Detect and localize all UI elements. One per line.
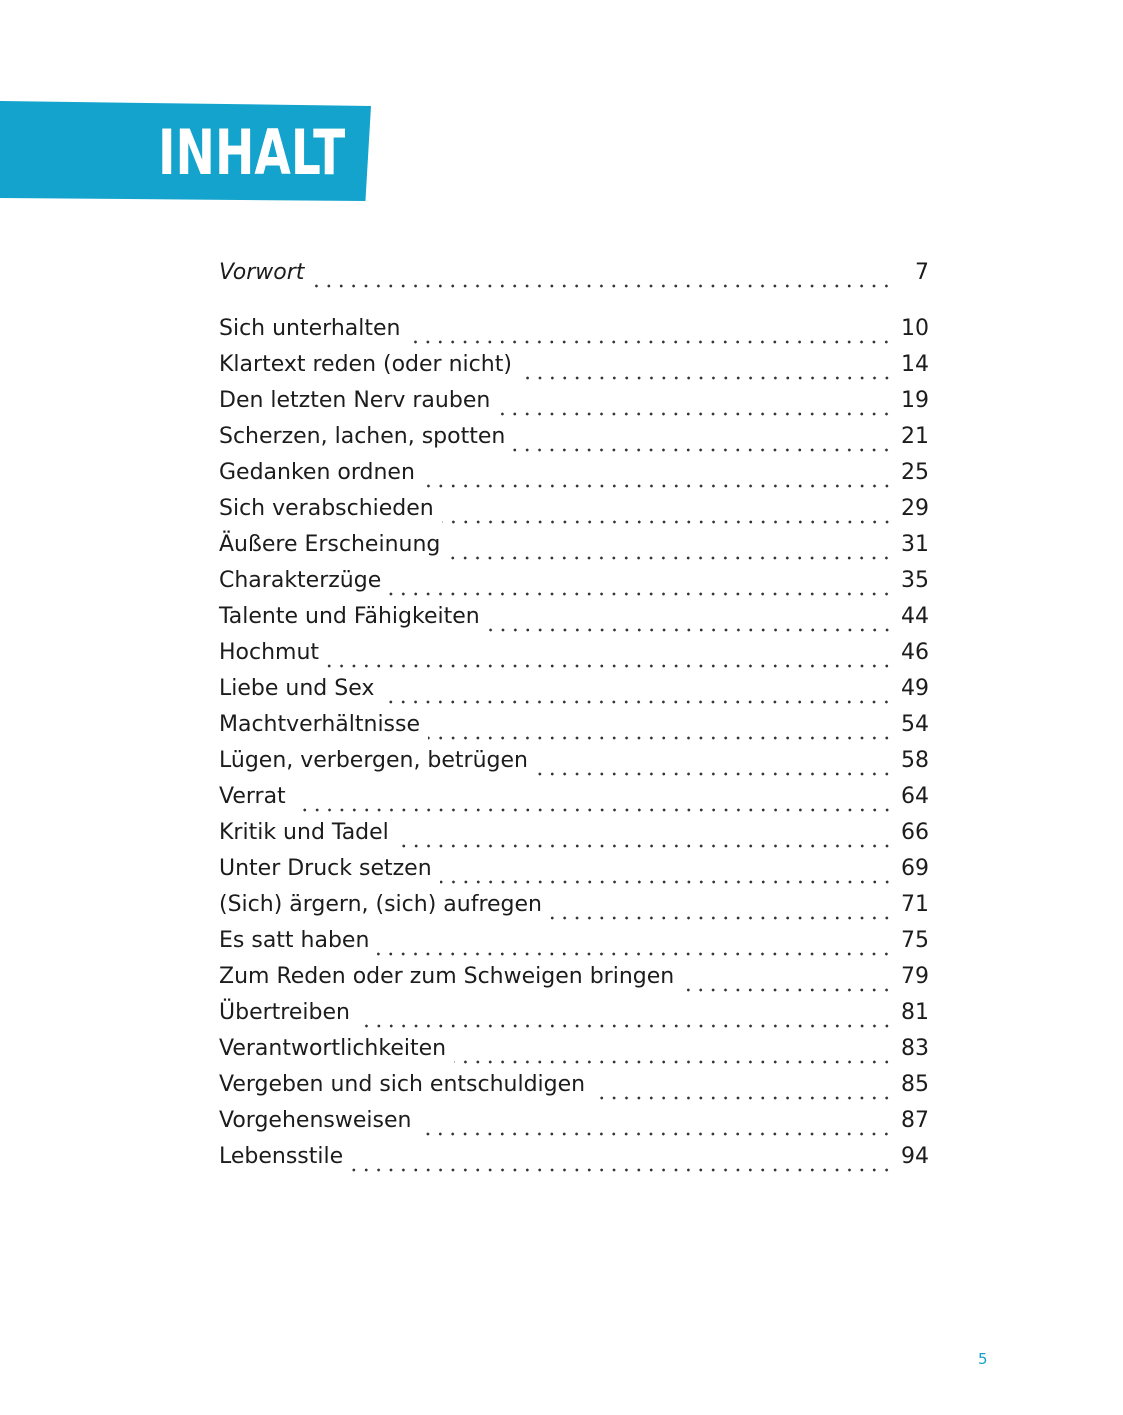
dot-leader (312, 267, 893, 289)
toc-entry-label: Gedanken ordnen (219, 460, 415, 485)
dot-leader (682, 971, 893, 993)
dot-leader (454, 1043, 893, 1065)
toc-entry-label: Vorwort (219, 260, 305, 285)
dot-leader (550, 899, 893, 921)
toc-entry-page: 71 (901, 892, 929, 917)
toc-entry-page: 44 (901, 604, 929, 629)
dot-leader (428, 719, 893, 741)
toc-entry-page: 29 (901, 496, 929, 521)
toc-entry-page: 35 (901, 568, 929, 593)
toc-entry-page: 21 (901, 424, 929, 449)
toc-entry-page: 94 (901, 1144, 929, 1169)
page-title: INHALT (158, 116, 346, 189)
toc-entry-page: 58 (901, 748, 929, 773)
dot-leader (397, 827, 893, 849)
dot-leader (442, 503, 893, 525)
toc-entry-label: Zum Reden oder zum Schweigen bringen (219, 964, 675, 989)
toc-entry-page: 85 (901, 1072, 929, 1097)
dot-leader (294, 791, 893, 813)
toc-entry-page: 64 (901, 784, 929, 809)
toc-entry-page: 19 (901, 388, 929, 413)
page-number: 5 (978, 1350, 988, 1368)
toc-entry[interactable] (219, 491, 929, 527)
toc-entry-label: Unter Druck setzen (219, 856, 432, 881)
toc-entry-label: Verantwortlichkeiten (219, 1036, 447, 1061)
toc-entry-label: Den letzten Nerv rauben (219, 388, 491, 413)
toc-entry[interactable] (219, 383, 929, 419)
toc-entry[interactable] (219, 563, 929, 599)
dot-leader (498, 395, 893, 417)
toc-entry-label: Liebe und Sex (219, 676, 375, 701)
dot-leader (440, 863, 893, 885)
toc-entry[interactable] (219, 455, 929, 491)
toc-entry[interactable] (219, 707, 929, 743)
dot-leader (520, 359, 893, 381)
dot-leader (327, 647, 893, 669)
toc-entry-label: Scherzen, lachen, spotten (219, 424, 506, 449)
toc-entry[interactable] (219, 743, 929, 779)
dot-leader (377, 935, 893, 957)
toc-entry-label: Machtverhältnisse (219, 712, 421, 737)
toc-entry[interactable] (219, 419, 929, 455)
toc-entry-page: 49 (901, 676, 929, 701)
toc-entry-label: Es satt haben (219, 928, 370, 953)
toc-entry-label: Verrat (219, 784, 286, 809)
dot-leader (593, 1079, 893, 1101)
toc-entry[interactable] (219, 779, 929, 815)
toc-entry[interactable] (219, 599, 929, 635)
dot-leader (358, 1007, 893, 1029)
toc-entry-label: Äußere Erscheinung (219, 532, 441, 557)
toc-entry-label: Hochmut (219, 640, 320, 665)
toc-entry[interactable] (219, 815, 929, 851)
toc-entry[interactable] (219, 671, 929, 707)
toc-entry-label: Lebensstile (219, 1144, 344, 1169)
toc-entry[interactable] (219, 347, 929, 383)
toc-entry-page: 81 (901, 1000, 929, 1025)
toc-entry-page: 54 (901, 712, 929, 737)
dot-leader (408, 323, 893, 345)
toc-entry[interactable] (219, 311, 929, 347)
toc-entry-label: Vorgehensweisen (219, 1108, 412, 1133)
dot-leader (448, 539, 893, 561)
dot-leader (419, 1115, 893, 1137)
dot-leader (389, 575, 893, 597)
toc-entry[interactable] (219, 1067, 929, 1103)
toc-entry-page: 69 (901, 856, 929, 881)
toc-entry-label: Lügen, verbergen, betrügen (219, 748, 528, 773)
toc-entry-label: Sich verabschieden (219, 496, 434, 521)
toc-entry-page: 87 (901, 1108, 929, 1133)
toc-entry-page: 66 (901, 820, 929, 845)
toc-entry[interactable] (219, 635, 929, 671)
toc-entry[interactable] (219, 995, 929, 1031)
toc-entry[interactable] (219, 527, 929, 563)
toc-entry-page: 25 (901, 460, 929, 485)
toc-entry[interactable] (219, 887, 929, 923)
dot-leader (536, 755, 893, 777)
toc-entry[interactable] (219, 1139, 929, 1175)
dot-leader (423, 467, 893, 489)
toc-entry[interactable] (219, 851, 929, 887)
toc-entry-label: Sich unterhalten (219, 316, 401, 341)
dot-leader (351, 1151, 893, 1173)
toc-entry[interactable] (219, 1031, 929, 1067)
dot-leader (382, 683, 893, 705)
dot-leader (488, 611, 893, 633)
toc-entry-page: 31 (901, 532, 929, 557)
toc-entry-page: 14 (901, 352, 929, 377)
toc-entry-page: 75 (901, 928, 929, 953)
toc-entry[interactable] (219, 923, 929, 959)
toc-entry-label: Vergeben und sich entschuldigen (219, 1072, 586, 1097)
toc-entry-label: Charakterzüge (219, 568, 382, 593)
toc-entry-page: 10 (901, 316, 929, 341)
toc-entry[interactable] (219, 959, 929, 995)
toc-entry-vorwort[interactable] (219, 255, 929, 291)
toc-entry-label: Übertreiben (219, 1000, 350, 1025)
toc-entry-page: 46 (901, 640, 929, 665)
toc-entry-page: 83 (901, 1036, 929, 1061)
toc-entry-page: 7 (915, 260, 929, 285)
toc-entry-page: 79 (901, 964, 929, 989)
dot-leader (513, 431, 893, 453)
toc-entry-label: (Sich) ärgern, (sich) aufregen (219, 892, 542, 917)
toc-entry-label: Kritik und Tadel (219, 820, 389, 845)
toc-entry[interactable] (219, 1103, 929, 1139)
toc-entry-label: Klartext reden (oder nicht) (219, 352, 512, 377)
toc-entry-label: Talente und Fähigkeiten (219, 604, 480, 629)
